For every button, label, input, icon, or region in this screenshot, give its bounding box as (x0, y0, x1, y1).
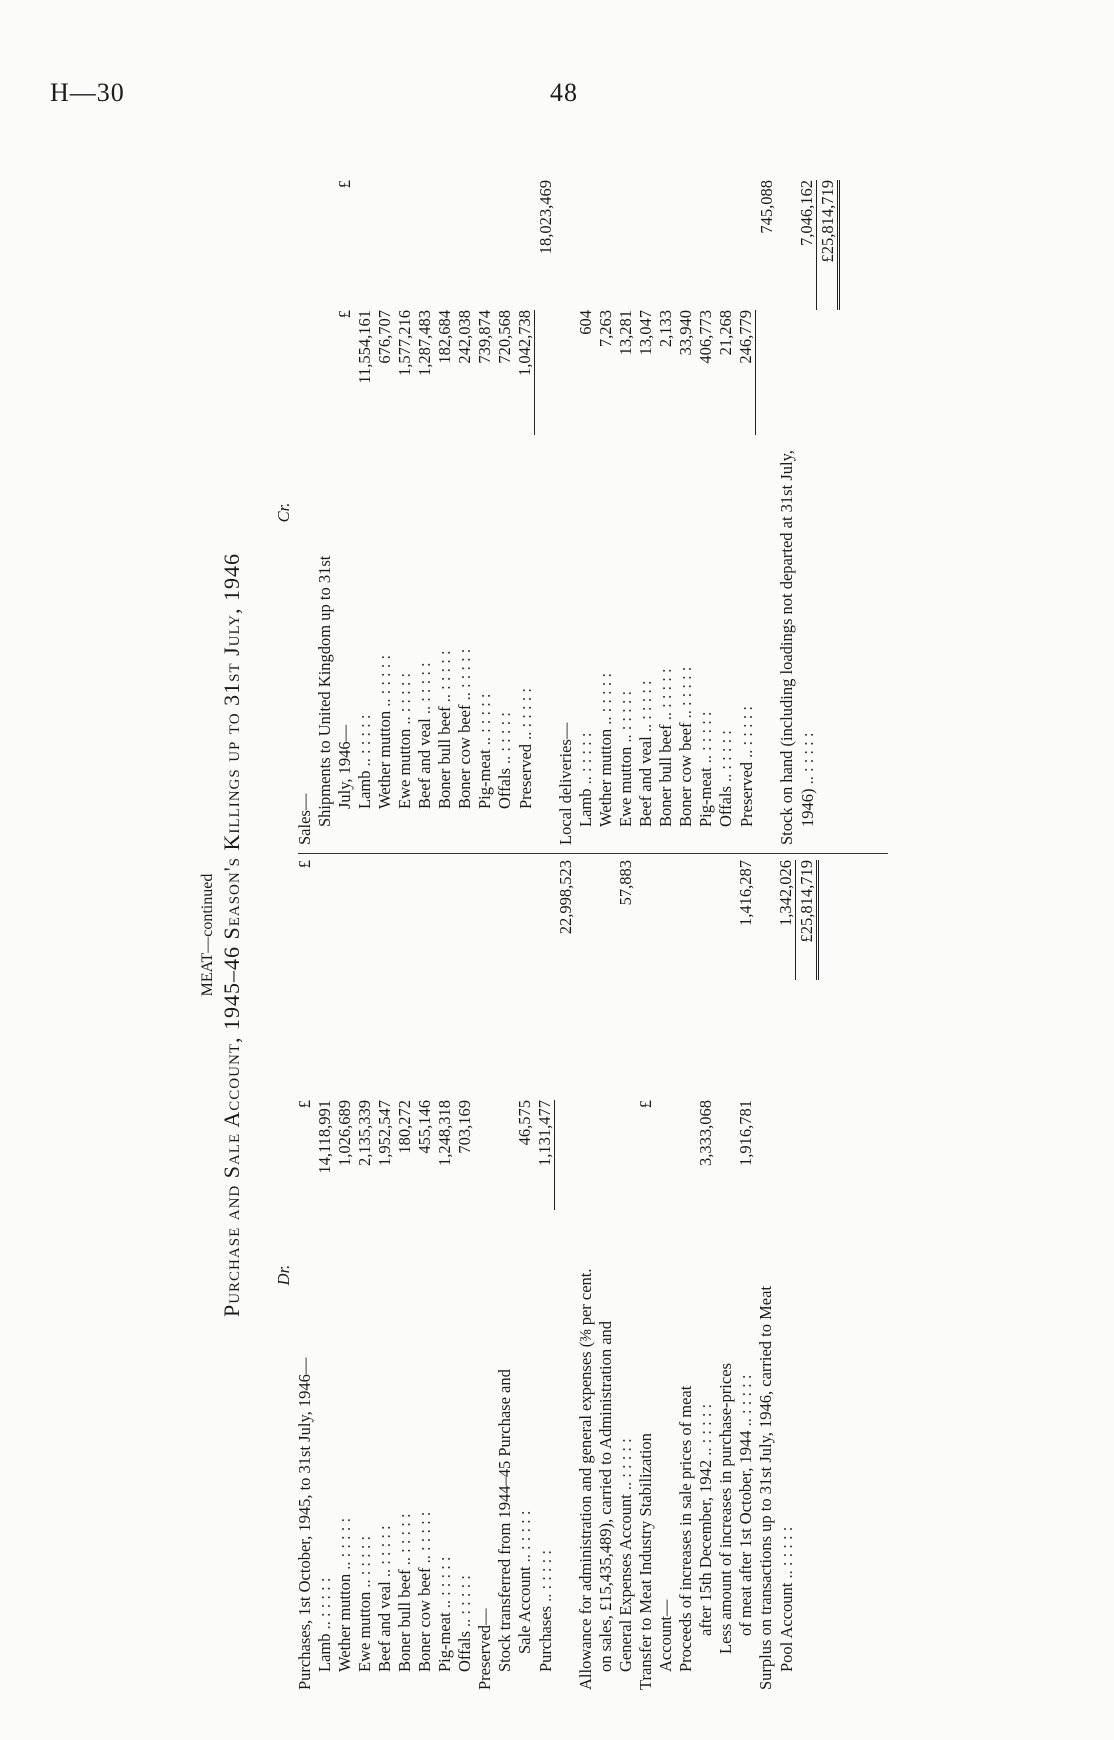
table-row (615, 180, 635, 845)
less-line1: Less amount of increases in purchase-prices (716, 1363, 735, 1654)
item-value: 180,272 (395, 1100, 414, 1154)
table-row (474, 860, 494, 1690)
table-row (776, 180, 796, 845)
table-row (334, 180, 354, 845)
table-row (655, 180, 675, 845)
allowance-line2: on sales, £15,435,489), carried to Administration and (596, 1320, 615, 1672)
local-heading: Local deliveries— (556, 722, 575, 845)
table-row (635, 860, 655, 1690)
item-value: 242,038 (455, 310, 474, 364)
table-row (454, 180, 474, 845)
item-value: 14,118,991 (315, 1100, 334, 1174)
item-label: Boner bull beef (435, 706, 454, 809)
ledger (198, 180, 898, 1690)
table-row (434, 860, 454, 1690)
table-row (534, 860, 555, 1690)
transfer-line1: Transfer to Meat Industry Stabilization (636, 1433, 655, 1690)
table-row (454, 860, 474, 1690)
item-value: 11,554,161 (355, 310, 374, 384)
shipments-line1: Shipments to United Kingdom up to 31st (315, 555, 334, 827)
account-title: Purchase and Sale Account, 1945–46 Season's Killings up to 31st July, 1946 (219, 552, 244, 1318)
stock-line1: Stock on hand (including loadings not departed at 31st July, (777, 450, 796, 845)
item-value: 1,026,689 (335, 1100, 354, 1166)
page-number: 48 (550, 78, 578, 107)
preserved-purchases-label: Purchases (535, 1606, 555, 1672)
table-row (715, 860, 735, 1690)
table-row (575, 860, 595, 1690)
preserved-purchases-value: 1,131,477 (535, 1100, 554, 1166)
proceeds-line1: Proceeds of increases in sale prices of meat (676, 1385, 695, 1672)
stock-line2: 1946) (797, 788, 817, 827)
table-row (314, 180, 334, 845)
item-value: 1,248,318 (435, 1100, 454, 1166)
table-row (595, 860, 615, 1690)
table-row (535, 180, 556, 845)
stock-transferred-line2: Sale Account (515, 1566, 534, 1654)
credit-currency: £ (335, 310, 354, 319)
stock-value: 7,046,162 (797, 180, 816, 246)
surplus-line1: Surplus on transactions up to 31st July, 1946, carried to Meat (756, 1285, 775, 1690)
item-label: Lamb (576, 788, 595, 827)
item-value: 1,042,738 (515, 310, 534, 376)
table-row (494, 860, 514, 1690)
table-row (796, 180, 817, 845)
item-value: 13,281 (616, 310, 635, 356)
continued-heading: MEAT—continued (199, 873, 216, 997)
transfer-value: 1,416,287 (736, 860, 755, 926)
surplus-value: 1,342,026 (776, 860, 795, 926)
item-label: Offals (716, 786, 735, 827)
credit-grand-total: £25,814,719 (817, 180, 839, 310)
debit-currency: £ (295, 1100, 314, 1109)
table-row (695, 180, 715, 845)
item-label: Boner cow beef (455, 704, 474, 809)
table-row (735, 180, 756, 845)
table-row (555, 180, 575, 845)
stock-transferred-line1: Stock transferred from 1944–45 Purchase and (495, 1369, 514, 1672)
table-row (474, 180, 494, 845)
table-row (796, 860, 818, 1690)
table-row (615, 860, 635, 1690)
item-label: Preserved (736, 761, 756, 827)
less-value: 1,916,781 (736, 1100, 755, 1166)
table-row (394, 860, 414, 1690)
item-value: 1,287,483 (415, 310, 434, 376)
table-row (354, 180, 374, 845)
table-row (374, 180, 394, 845)
allowance-value: 57,883 (616, 860, 635, 906)
stock-transferred-value: 46,575 (515, 1100, 534, 1146)
debit-table (294, 860, 819, 1690)
table-row (434, 180, 454, 845)
table-row (514, 860, 534, 1690)
item-value: 676,707 (375, 310, 394, 364)
table-row (414, 180, 434, 845)
table-row (394, 180, 414, 845)
table-row (775, 860, 796, 1690)
item-value: 2,133 (656, 310, 675, 348)
item-label: Pig-meat (696, 767, 715, 827)
debit-side (274, 860, 886, 1690)
item-label: Ewe mutton (395, 728, 414, 809)
table-row (314, 860, 334, 1690)
item-label: Preserved (515, 743, 535, 809)
item-label: Pig-meat (435, 1612, 454, 1672)
item-value: 739,874 (475, 310, 494, 364)
proceeds-value: 3,333,068 (696, 1100, 715, 1166)
table-row (655, 860, 675, 1690)
item-value: 2,135,339 (355, 1100, 374, 1166)
credit-local (575, 180, 756, 845)
purchases-total: 22,998,523 (556, 860, 575, 935)
table-row (675, 860, 695, 1690)
item-label: Beef and veal (636, 736, 655, 827)
item-label: Beef and veal (375, 1581, 394, 1672)
item-label: Ewe mutton (616, 746, 635, 827)
debit-grand-total: £25,814,719 (796, 860, 818, 980)
item-value: 455,146 (415, 1100, 434, 1154)
preserved-heading: Preserved— (475, 1608, 494, 1690)
table-row (635, 180, 655, 845)
table-row (755, 860, 775, 1690)
shipments-line2: July, 1946— (335, 724, 354, 809)
shipments-total: 18,023,469 (536, 180, 555, 255)
item-label: Boner bull beef (656, 724, 675, 827)
table-row (374, 860, 394, 1690)
table-row (756, 180, 777, 845)
item-value: 33,940 (676, 310, 695, 356)
table-row (514, 180, 535, 845)
table-row (595, 180, 615, 845)
table-row (414, 860, 434, 1690)
item-label: Wether mutton (335, 1573, 354, 1672)
item-value: 1,577,216 (395, 310, 414, 376)
item-value: 720,568 (495, 310, 514, 364)
purchases-heading: Purchases, 1st October, 1945, to 31st July, 1946— (295, 1357, 314, 1690)
table-row (675, 180, 695, 845)
table-row (294, 180, 314, 845)
item-value: 703,169 (455, 1100, 474, 1154)
item-value: 604 (576, 310, 595, 335)
credit-label: Cr. (274, 502, 293, 523)
item-value: 246,779 (736, 310, 755, 364)
item-label: Boner cow beef (415, 1567, 434, 1672)
item-label: Offals (495, 768, 514, 809)
item-value: 7,263 (596, 310, 615, 348)
item-label: Wether mutton (596, 728, 615, 827)
debit-label: Dr. (274, 1264, 293, 1286)
credit-shipments (354, 180, 535, 845)
table-row (575, 180, 595, 845)
item-label: Ewe mutton (355, 1591, 374, 1672)
item-label: Boner bull beef (395, 1569, 414, 1672)
sales-heading: Sales— (295, 793, 314, 845)
table-row (334, 860, 354, 1690)
surplus-line2: Pool Account (776, 1582, 796, 1672)
page-ref: H—30 (50, 78, 125, 107)
debit-purchases (314, 860, 474, 1690)
item-value: 1,952,547 (375, 1100, 394, 1166)
credit-currency-total: £ (335, 180, 354, 189)
item-value: 406,773 (696, 310, 715, 364)
transfer-line2: Account— (656, 1599, 675, 1672)
local-total: 745,088 (757, 180, 776, 234)
credit-side (274, 180, 886, 845)
item-label: Offals (455, 1631, 474, 1672)
allowance-line3: General Expenses Account (616, 1494, 635, 1672)
table-row (735, 860, 755, 1690)
table-row (494, 180, 514, 845)
credit-table (294, 180, 840, 845)
table-row (294, 860, 314, 1690)
debit-currency-total: £ (295, 860, 314, 869)
column-divider (298, 853, 888, 854)
item-value: 21,268 (716, 310, 735, 356)
item-label: Lamb (355, 770, 374, 809)
table-row (715, 180, 735, 845)
table-row (354, 860, 374, 1690)
item-label: Boner cow beef (676, 722, 695, 827)
allowance-line1: Allowance for administration and general expenses (⅜ per cent. (576, 1268, 595, 1690)
less-line2: of meat after 1st October, 1944 (736, 1430, 755, 1636)
table-row (817, 180, 839, 845)
transfer-currency: £ (636, 1100, 655, 1109)
table-row (555, 860, 576, 1690)
proceeds-line2: after 15th December, 1942 (696, 1459, 715, 1636)
item-label: Wether mutton (375, 710, 394, 809)
item-label: Lamb (315, 1633, 334, 1672)
item-value: 13,047 (636, 310, 655, 356)
item-label: Beef and veal (415, 718, 434, 809)
item-value: 182,684 (435, 310, 454, 364)
item-label: Pig-meat (475, 749, 494, 809)
table-row (695, 860, 715, 1690)
